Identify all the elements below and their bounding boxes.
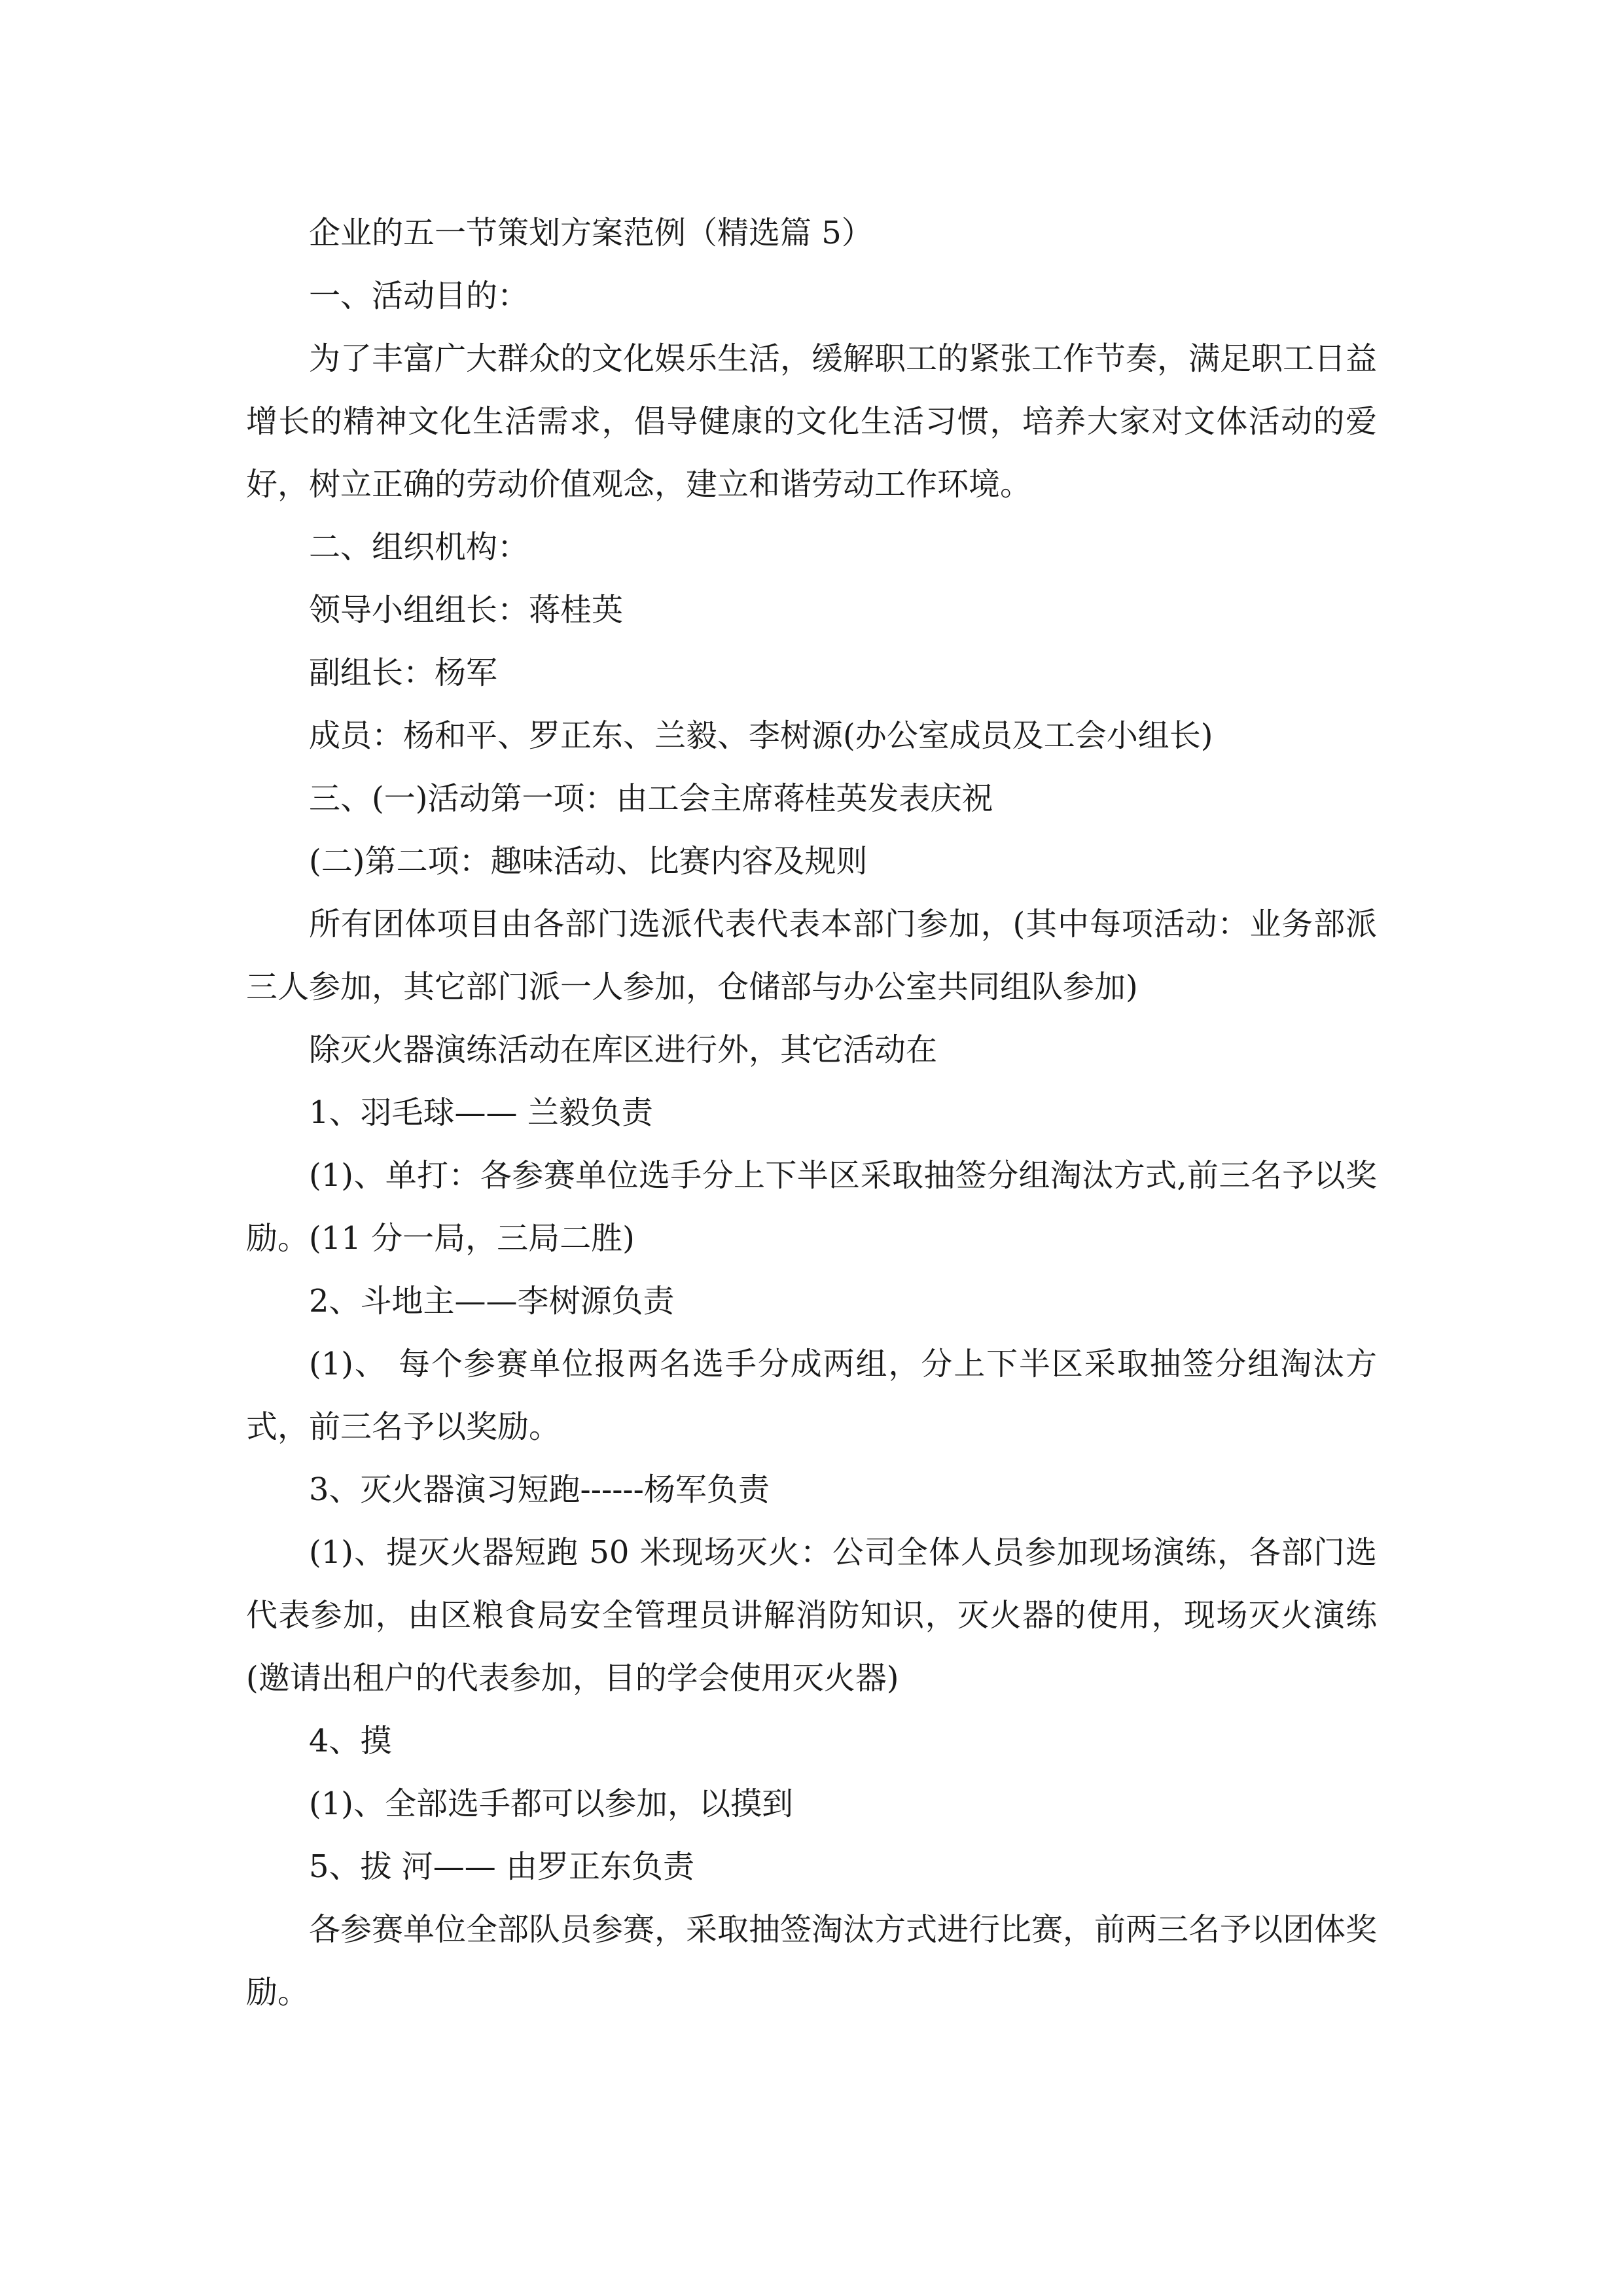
item-badminton-rules: (1)、单打：各参赛单位选手分上下半区采取抽签分组淘汰方式,前三名予以奖励。(11 分一局，三局二胜) [246, 1157, 1377, 1257]
item-extinguisher-run: 3、灭火器演习短跑------杨军负责 [309, 1471, 770, 1508]
item-tug-of-war: 5、拔 河—— 由罗正东负责 [309, 1848, 695, 1885]
line-deputy-leader: 副组长：杨军 [309, 655, 498, 691]
section-heading-organization: 二、组织机构： [309, 529, 529, 565]
line-members: 成员：杨和平、罗正东、兰毅、李树源(办公室成员及工会小组长) [309, 717, 1213, 754]
item-doudizhu: 2、斗地主——李树源负责 [309, 1283, 675, 1319]
paragraph-purpose: 为了丰富广大群众的文化娱乐生活，缓解职工的紧张工作节奏，满足职工日益增长的精神文化生活需求，倡导健康的文化生活习惯，培养大家对文体活动的爱好，树立正确的劳动价值观念，建立和谐劳动工作环境。 [246, 340, 1378, 503]
section-heading-activity-one: 三、(一)活动第一项：由工会主席蒋桂英发表庆祝 [309, 780, 993, 817]
line-activity-two: (二)第二项：趣味活动、比赛内容及规则 [309, 843, 868, 880]
paragraph-venue: 除灭火器演练活动在库区进行外，其它活动在 [309, 1031, 938, 1068]
item-doudizhu-rules: (1)、 每个参赛单位报两名选手分成两组，分上下半区采取抽签分组淘汰方式，前三名予以奖励。 [246, 1346, 1377, 1445]
document-body [246, 202, 1377, 2024]
item-extinguisher-run-rules: (1)、提灭火器短跑 50 米现场灭火：公司全体人员参加现场演练，各部门选代表参加，由区粮食局安全管理员讲解消防知识，灭火器的使用，现场灭火演练(邀请出租户的代表参加，目的学会使用灭火器) [246, 1534, 1377, 1696]
item-touch: 4、摸 [309, 1723, 392, 1759]
section-heading-purpose: 一、活动目的： [309, 278, 529, 314]
item-badminton: 1、羽毛球—— 兰毅负责 [309, 1094, 653, 1131]
item-tug-of-war-rules: 各参赛单位全部队员参赛，采取抽签淘汰方式进行比赛，前两三名予以团体奖励。 [246, 1911, 1378, 2011]
line-group-leader: 领导小组组长：蒋桂英 [309, 592, 624, 628]
paragraph-team-rules: 所有团体项目由各部门选派代表代表本部门参加，(其中每项活动：业务部派三人参加，其它部门派一人参加，仓储部与办公室共同组队参加) [246, 906, 1377, 1005]
item-touch-rules: (1)、全部选手都可以参加，以摸到 [309, 1785, 793, 1822]
document-title: 企业的五一节策划方案范例（精选篇 5） [309, 215, 873, 251]
